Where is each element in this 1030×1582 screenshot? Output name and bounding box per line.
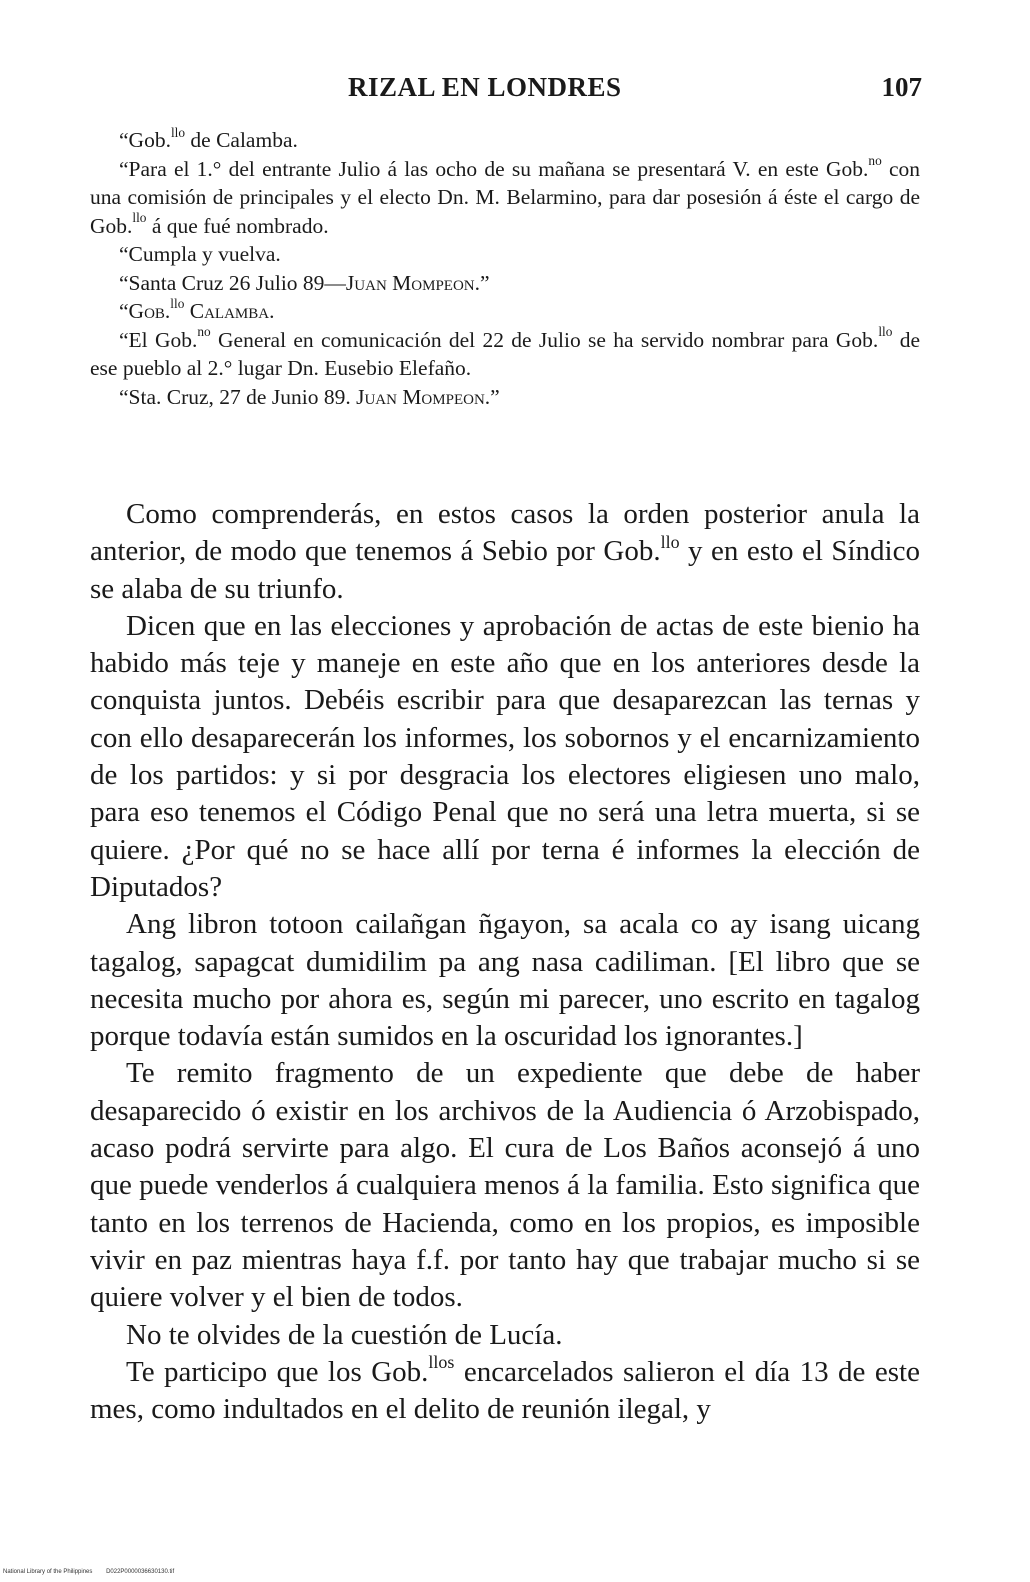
signature: Juan Mompeon <box>356 384 485 409</box>
paragraph: Ang libron totoon cailañgan ñgayon, sa acala co ay isang uicang tagalog, sapagcat dumidilim pa ang nasa cadiliman. [El libro que se necesita mucho por ahora es, según mi parecer, uno escrito en tagalog porque todavía están sumidos en la oscuridad los ignorantes.] <box>90 908 920 1053</box>
letter-line: “Gob.$^{llo}$ Calamba. <box>119 295 275 323</box>
letter-line: “Cumpla y vuelva. <box>119 242 281 266</box>
body-text <box>90 496 920 1428</box>
page-number: 107 <box>881 72 922 102</box>
quoted-letter <box>90 126 920 411</box>
paragraph: Como comprenderás, en estos casos la orden posterior anula la anterior, de modo que tenemos á Sebio por Gob.$^{llo}$ y en esto el Síndico se alaba de su triunfo. <box>90 498 920 605</box>
letter-line: “Sta. Cruz, 27 de Junio 89. Juan Mompeon.” <box>119 384 500 409</box>
paragraph: No te olvides de la cuestión de Lucía. <box>126 1318 563 1351</box>
letter-line: “Gob.$^{llo}$ de Calamba. <box>119 124 298 152</box>
library-name: National Library of the Philippines <box>3 1569 93 1575</box>
letter-line: “Santa Cruz 26 Julio 89—Juan Mompeon.” <box>119 270 490 295</box>
running-head <box>0 72 1030 112</box>
signature: Juan Mompeon <box>345 270 475 295</box>
paragraph: Te remito fragmento de un expediente que debe de haber desaparecido ó existir en los archivos de la Audiencia ó Arzobispado, acaso podrá servirte para algo. El cura de Los Baños aconsejó á uno que puede venderlos á cualquiera menos á la familia. Esto significa que tanto en los terrenos de Hacienda, como en los propios, es imposible vivir en paz mientras haya f.f. por tanto hay que trabajar mucho si se quiere volver y el bien de todos. <box>90 1057 920 1314</box>
letter-line: “Para el 1.° del entrante Julio á las ocho de su mañana se presentará V. en este Gob.$^{no}$ con una comisión de principales y el electo Dn. M. Belarmino, para dar posesión á éste el cargo de Gob.$^{llo}$ á que fué nombrado. <box>90 153 921 238</box>
running-title: RIZAL EN LONDRES <box>348 72 622 102</box>
scan-footer <box>3 1569 186 1575</box>
paragraph: Te participo que los Gob.$^{llos}$ encarcelados salieron el día 13 de este mes, como indultados en el delito de reunión ilegal, y <box>90 1352 920 1426</box>
letter-line: “El Gob.$^{no}$ General en comunicación del 22 de Julio se ha servido nombrar para Gob.$^{llo}$ de ese pueblo al 2.° lugar Dn. Eusebio Elefaño. <box>90 324 920 380</box>
paragraph: Dicen que en las elecciones y aprobación de actas de este bienio ha habido más teje y maneje en este año que en los anteriores desde la conquista juntos. Debéis escribir para que desaparezcan las ternas y con ello desaparecerán los informes, los sobornos y el encarnizamiento de los partidos: y si por desgracia los electores eligiesen uno malo, para eso tenemos el Código Penal que no será una letra muerta, si se quiere. ¿Por qué no se hace allí por terna é informes la elección de Diputados? <box>90 609 920 903</box>
file-code: D022P0000036630130.tif <box>106 1569 175 1575</box>
